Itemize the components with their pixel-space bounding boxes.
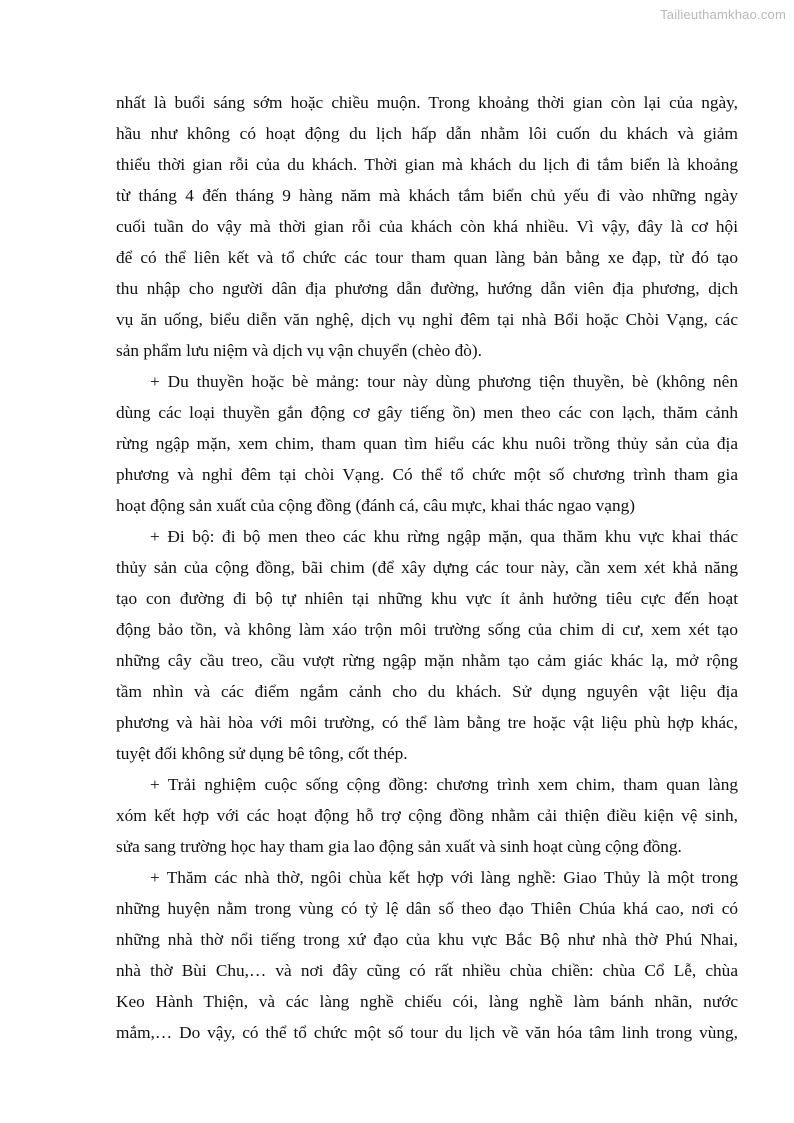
- text-line: xóm kết hợp với các hoạt động hỗ trợ cộng đồng nhằm cải thiện điều kiện vệ sinh,: [116, 806, 738, 825]
- text-line: động bảo tồn, và không làm xáo trộn môi trường sống của chim di cư, xem xét tạo: [116, 620, 738, 639]
- text-line: những huyện nằm trong vùng có tỷ lệ dân số theo đạo Thiên Chúa khá cao, nơi có: [116, 899, 738, 918]
- text-line: để có thể liên kết và tổ chức các tour tham quan làng bản bằng xe đạp, từ đó tạo: [116, 248, 738, 267]
- text-line: hầu như không có hoạt động du lịch hấp dẫn nhằm lôi cuốn du khách và giảm: [116, 124, 738, 143]
- text-line: + Thăm các nhà thờ, ngôi chùa kết hợp với làng nghề: Giao Thủy là một trong: [150, 868, 738, 887]
- text-line: sửa sang trường học hay tham gia lao động sản xuất và sinh hoạt cùng cộng đồng.: [116, 837, 682, 856]
- text-line: tạo con đường đi bộ tự nhiên tại những khu vực ít ảnh hưởng tiêu cực đến hoạt: [116, 589, 738, 608]
- text-line: phương và nghỉ đêm tại chòi Vạng. Có thể tổ chức một số chương trình tham gia: [116, 465, 738, 484]
- text-line: thủy sản của cộng đồng, bãi chim (để xây dựng các tour này, cần xem xét khả năng: [116, 558, 738, 577]
- text-line: + Du thuyền hoặc bè mảng: tour này dùng phương tiện thuyền, bè (không nên: [150, 372, 738, 391]
- text-line: + Đi bộ: đi bộ men theo các khu rừng ngập mặn, qua thăm khu vực khai thác: [150, 527, 738, 546]
- text-line: tầm nhìn và các điểm ngắm cảnh cho du khách. Sử dụng nguyên vật liệu địa: [116, 682, 738, 701]
- watermark-text: Tailieuthamkhao.com: [660, 7, 786, 22]
- text-line: hoạt động sản xuất của cộng đồng (đánh cá, câu mực, khai thác ngao vạng): [116, 496, 635, 515]
- text-line: tuyệt đối không sử dụng bê tông, cốt thép.: [116, 744, 408, 763]
- text-line: cuối tuần do vậy mà thời gian rỗi của khách còn khá nhiều. Vì vậy, đây là cơ hội: [116, 217, 738, 236]
- text-line: thu nhập cho người dân địa phương dẫn đường, hướng dẫn viên địa phương, dịch: [116, 279, 738, 298]
- text-line: phương và hài hòa với môi trường, có thể làm bằng tre hoặc vật liệu phù hợp khác,: [116, 713, 738, 732]
- text-line: mắm,… Do vậy, có thể tổ chức một số tour du lịch về văn hóa tâm linh trong vùng,: [116, 1023, 738, 1042]
- text-line: nhà thờ Bùi Chu,… và nơi đây cũng có rất nhiều chùa chiền: chùa Cổ Lễ, chùa: [116, 961, 738, 980]
- text-line: sản phẩm lưu niệm và dịch vụ vận chuyển (chèo đò).: [116, 341, 482, 360]
- text-line: từ tháng 4 đến tháng 9 hàng năm mà khách tắm biển chủ yếu đi vào những ngày: [116, 186, 738, 205]
- text-line: nhất là buổi sáng sớm hoặc chiều muộn. Trong khoảng thời gian còn lại của ngày,: [116, 93, 738, 112]
- text-line: những cây cầu treo, cầu vượt rừng ngập mặn nhằm tạo cảm giác khác lạ, mở rộng: [116, 651, 738, 670]
- text-line: rừng ngập mặn, xem chim, tham quan tìm hiểu các khu nuôi trồng thủy sản của địa: [116, 434, 738, 453]
- document-body: [116, 87, 738, 1048]
- text-line: thiểu thời gian rỗi của du khách. Thời gian mà khách du lịch đi tắm biển là khoảng: [116, 155, 738, 174]
- text-line: + Trải nghiệm cuộc sống cộng đồng: chương trình xem chim, tham quan làng: [150, 775, 738, 794]
- text-line: những nhà thờ nổi tiếng trong xứ đạo của khu vực Bắc Bộ như nhà thờ Phú Nhai,: [116, 930, 738, 949]
- text-line: dùng các loại thuyền gắn động cơ gây tiếng ồn) men theo các con lạch, thăm cảnh: [116, 403, 738, 422]
- text-line: Keo Hành Thiện, và các làng nghề chiếu cói, làng nghề làm bánh nhãn, nước: [116, 992, 738, 1011]
- text-line: vụ ăn uống, biểu diễn văn nghệ, dịch vụ nghỉ đêm tại nhà Bổi hoặc Chòi Vạng, các: [116, 310, 738, 329]
